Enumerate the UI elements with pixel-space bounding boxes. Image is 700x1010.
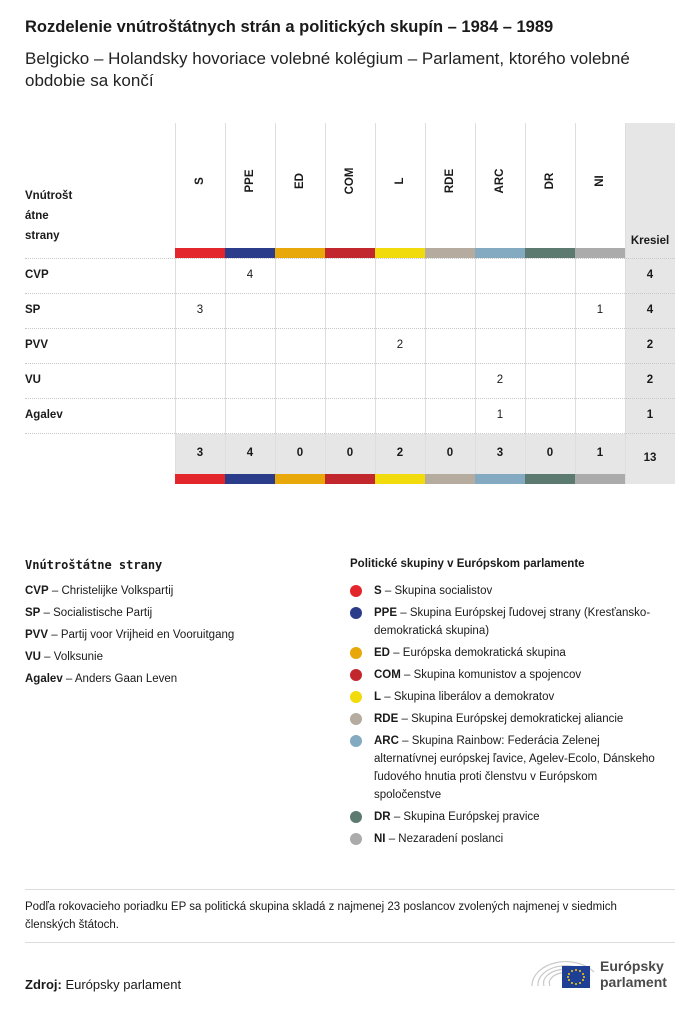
legend-color-dot [350, 607, 362, 619]
group-color-bar [175, 248, 225, 258]
divider [25, 889, 675, 890]
column-header-dr: DR [544, 172, 556, 190]
seats-column-header: Kresiel [630, 235, 670, 247]
legend-color-dot [350, 585, 362, 597]
row-divider [25, 328, 675, 329]
column-divider [525, 123, 526, 484]
column-header-ppe: PPE [244, 169, 256, 193]
legend-group-item: S – Skupina socialistov [374, 585, 493, 597]
row-label: VU [25, 374, 41, 386]
column-divider [475, 123, 476, 484]
column-header-s: S [194, 177, 206, 185]
legend-group-item: RDE – Skupina Európskej demokratickej aliancie [374, 713, 624, 725]
logo-text: Európsky parlament [600, 958, 667, 990]
row-total: 1 [646, 409, 654, 421]
row-total: 2 [646, 374, 654, 386]
footnote: Podľa rokovacieho poriadku EP sa politická skupina skladá z najmenej 23 poslancov zvolených najmenej v siedmich členských štátoch. [25, 901, 617, 931]
grand-total: 13 [643, 452, 657, 464]
column-header-rde: RDE [444, 168, 456, 194]
column-header-ni: NI [594, 175, 606, 187]
row-label: Agalev [25, 409, 63, 421]
seat-cell: 2 [496, 374, 504, 386]
column-total: 1 [596, 447, 604, 459]
column-divider [425, 123, 426, 484]
row-divider [25, 363, 675, 364]
row-label: PVV [25, 339, 49, 351]
seat-cell: 1 [596, 304, 604, 316]
legend-group-item: ED – Európska demokratická skupina [374, 647, 566, 659]
row-total: 4 [646, 269, 654, 281]
group-color-bar [575, 474, 625, 484]
page-subtitle: Belgicko – Holandsky hovoriace volebné kolégium – Parlament, ktorého volebné obdobie sa končí [25, 49, 630, 90]
row-total: 4 [646, 304, 654, 316]
group-color-bar [425, 248, 475, 258]
group-color-bar [475, 248, 525, 258]
column-divider [225, 123, 226, 484]
legend-party-item: Agalev – Anders Gaan Leven [25, 673, 178, 685]
row-divider [25, 258, 675, 259]
column-divider [275, 123, 276, 484]
page-title: Rozdelenie vnútroštátnych strán a politických skupín – 1984 – 1989 [25, 18, 554, 36]
group-color-bar [225, 474, 275, 484]
column-total: 0 [446, 447, 454, 459]
seat-cell: 2 [396, 339, 404, 351]
legend-group-item: COM – Skupina komunistov a spojencov [374, 669, 582, 681]
legend-party-item: CVP – Christelijke Volkspartij [25, 585, 174, 597]
legend-party-item: SP – Socialistische Partij [25, 607, 153, 619]
seat-cell: 3 [196, 304, 204, 316]
group-color-bar [425, 474, 475, 484]
column-total: 2 [396, 447, 404, 459]
legend-group-item: PPE – Skupina Európskej ľudovej strany (Kresťansko- demokratická skupina) [374, 607, 651, 637]
column-header-ed: ED [294, 173, 306, 189]
column-total: 4 [246, 447, 254, 459]
group-color-bar [275, 474, 325, 484]
row-label: SP [25, 304, 41, 316]
legend-color-dot [350, 669, 362, 681]
legend-groups-title: Politické skupiny v Európskom parlamente [350, 558, 585, 570]
legend-color-dot [350, 713, 362, 725]
column-total: 0 [296, 447, 304, 459]
row-divider [25, 398, 675, 399]
column-header-com: COM [344, 167, 356, 195]
group-color-bar [375, 474, 425, 484]
legend-color-dot [350, 691, 362, 703]
legend-color-dot [350, 735, 362, 747]
source: Zdroj: Európsky parlament [25, 977, 182, 992]
column-divider [325, 123, 326, 484]
legend-group-item: NI – Nezaradení poslanci [374, 833, 504, 845]
group-color-bar [325, 474, 375, 484]
column-total: 3 [496, 447, 504, 459]
seat-cell: 1 [496, 409, 504, 421]
legend-color-dot [350, 647, 362, 659]
column-total: 0 [546, 447, 554, 459]
row-divider [25, 433, 675, 434]
row-header: Vnútrošt átne strany [25, 190, 73, 242]
legend-group-item: L – Skupina liberálov a demokratov [374, 691, 555, 703]
group-color-bar [525, 474, 575, 484]
group-color-bar [275, 248, 325, 258]
legend-group-item: ARC – Skupina Rainbow: Federácia Zelenej alternatívnej európskej ľavice, Agelev-Ecolo, Dánskeho ľudového hnutia proti členstvu v Európskom spoločenstve [374, 735, 655, 801]
column-header-l: L [394, 177, 406, 185]
group-color-bar [175, 474, 225, 484]
legend-group-item: DR – Skupina Európskej pravice [374, 811, 540, 823]
row-total: 2 [646, 339, 654, 351]
group-color-bar [375, 248, 425, 258]
group-color-bar [325, 248, 375, 258]
legend-party-item: VU – Volksunie [25, 651, 104, 663]
column-total: 3 [196, 447, 204, 459]
legend-color-dot [350, 811, 362, 823]
legend-color-dot [350, 833, 362, 845]
seat-cell: 4 [246, 269, 254, 281]
group-color-bar [475, 474, 525, 484]
group-color-bar [225, 248, 275, 258]
legend-party-item: PVV – Partij voor Vrijheid en Vooruitgang [25, 629, 235, 641]
group-color-bar [525, 248, 575, 258]
row-label: CVP [25, 269, 49, 281]
column-total: 0 [346, 447, 354, 459]
divider [25, 942, 675, 943]
column-header-arc: ARC [494, 168, 506, 194]
group-color-bar [575, 248, 625, 258]
column-divider [375, 123, 376, 484]
row-divider [25, 293, 675, 294]
legend-parties-title: Vnútroštátne strany [25, 558, 163, 572]
